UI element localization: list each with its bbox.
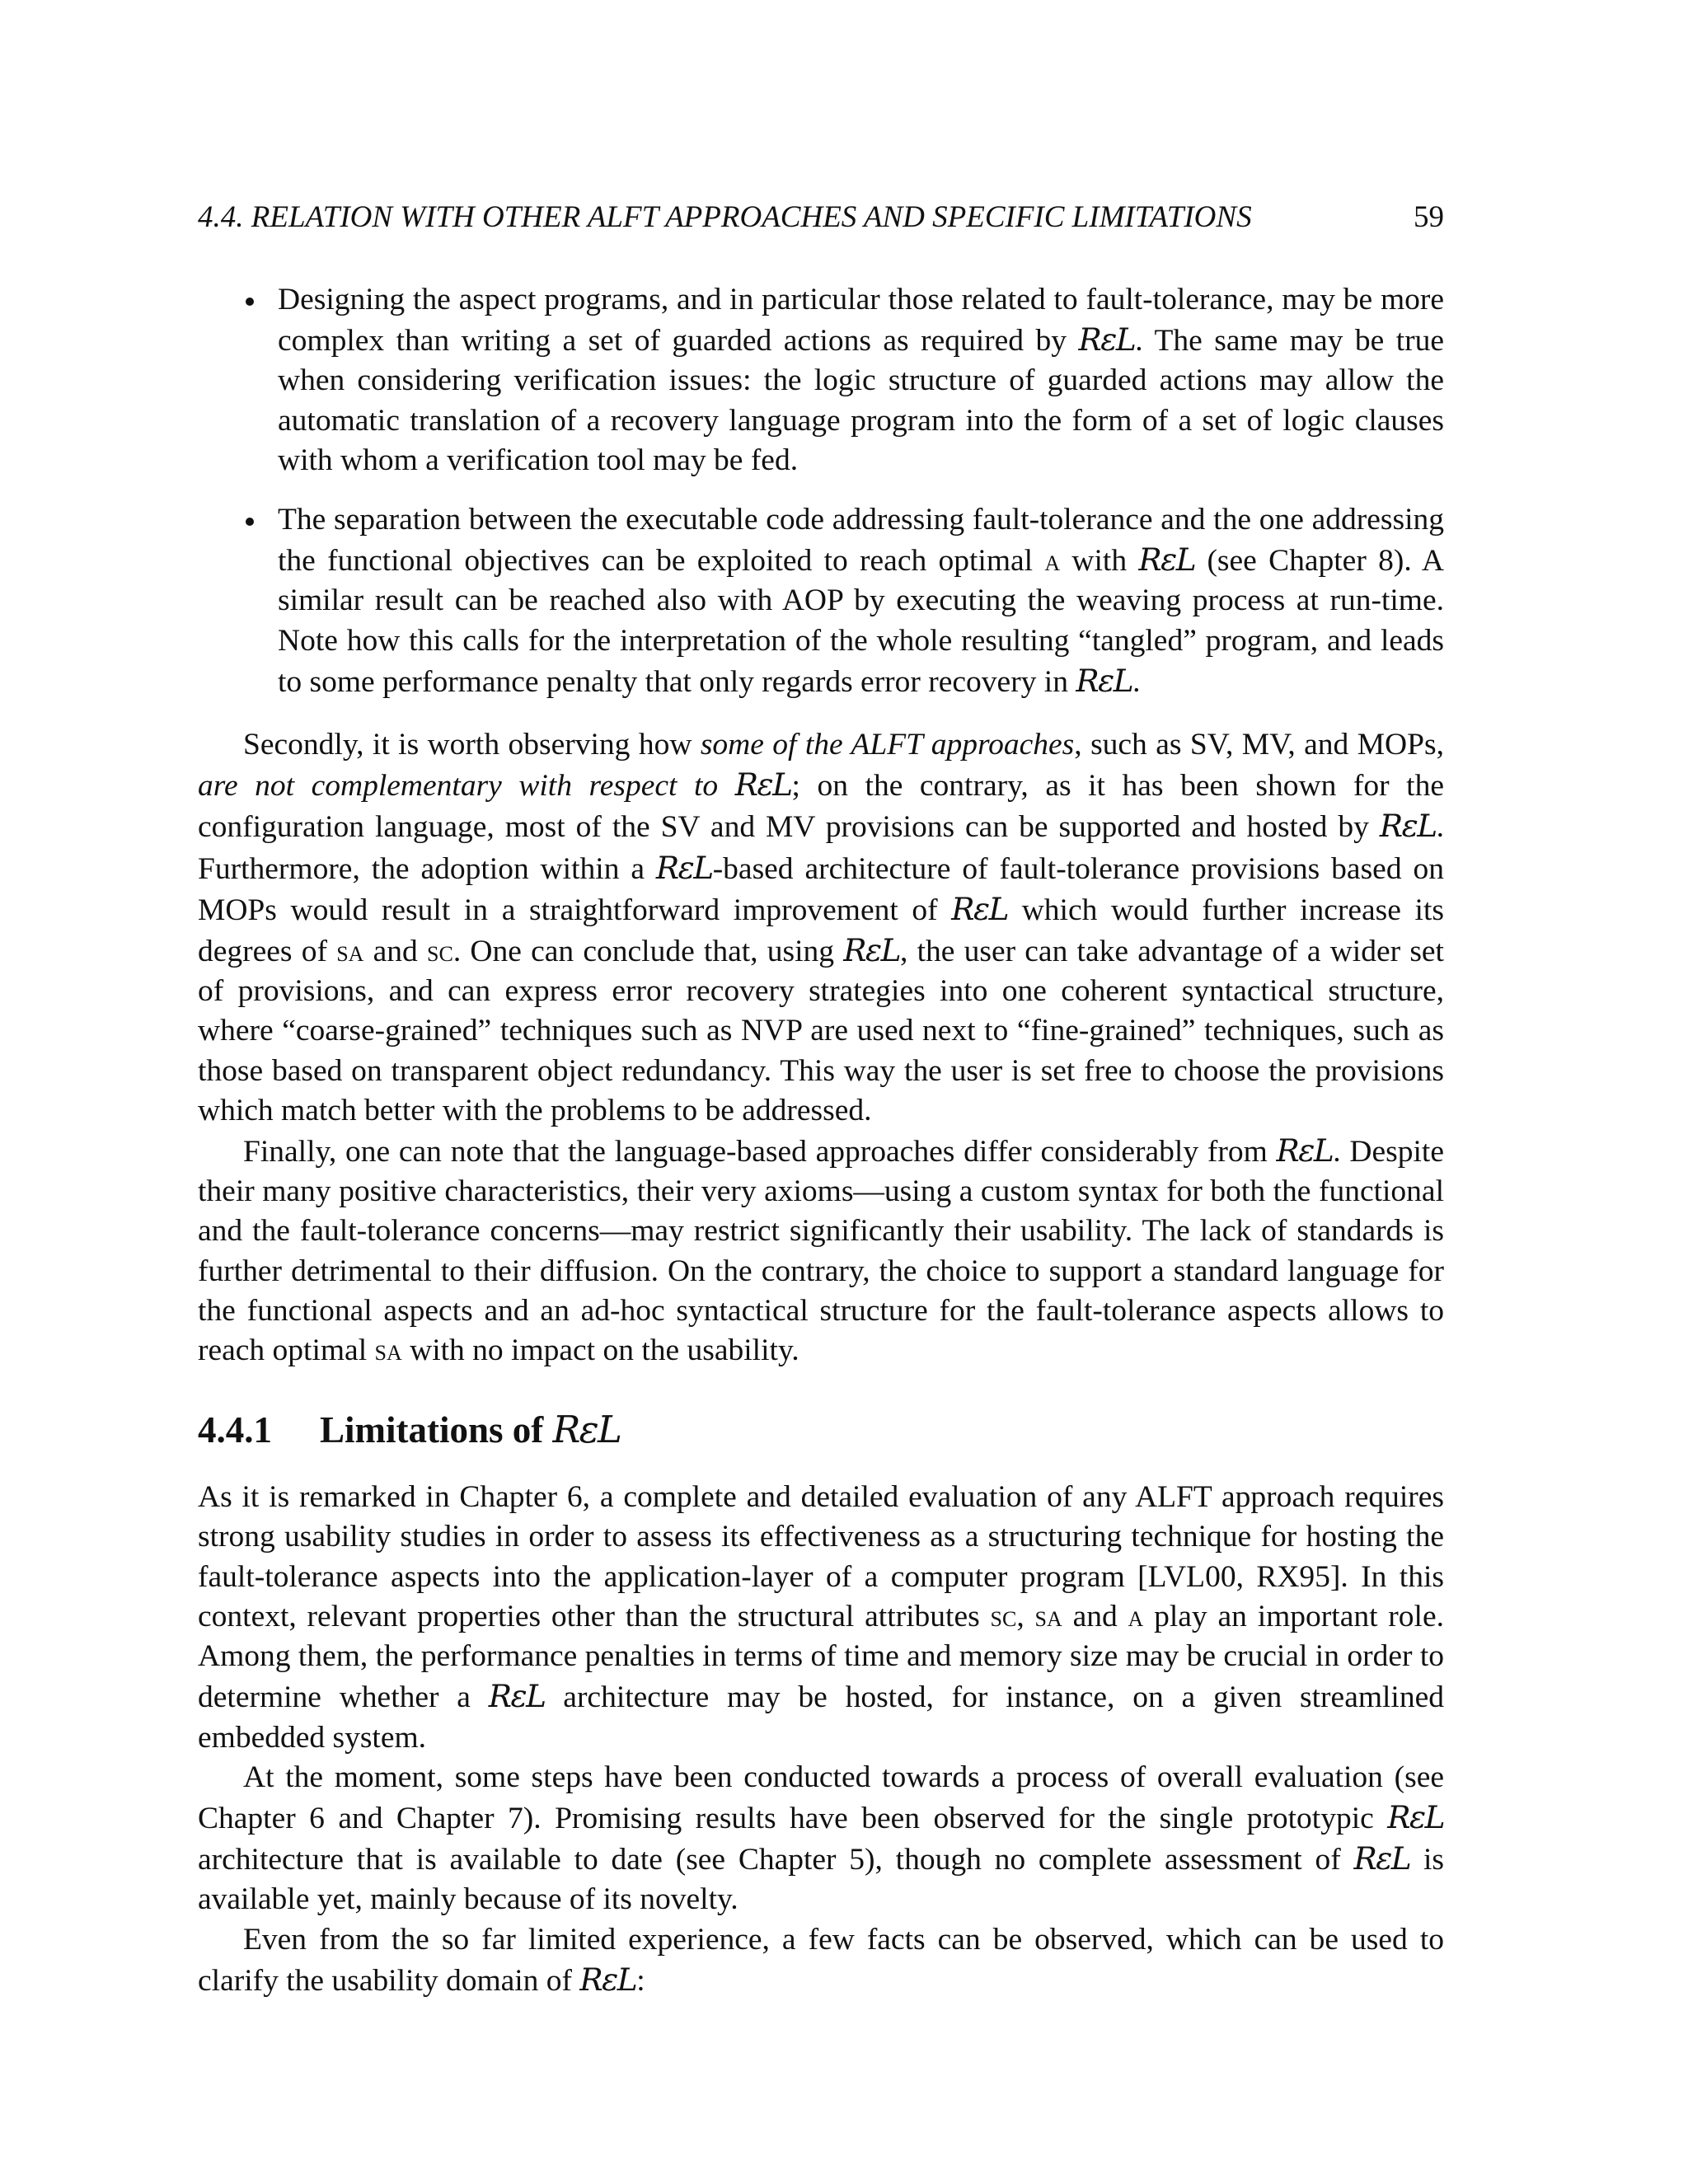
attribute-label: sc <box>427 935 453 969</box>
bullet-list <box>198 280 1444 702</box>
paragraph: At the moment, some steps have been conducted towards a process of overall evaluation (see Chapter 6 and Chapter 7). Promising results have been observed for the single prototypic RεL architecture that is available to date (see Chapter 5), though no complete assessment of RεL is available yet, mainly because of its novelty. <box>198 1760 1444 1917</box>
attribute-label: a <box>1044 544 1061 579</box>
section-title: Limitations of <box>320 1409 553 1451</box>
emphasis: some of the ALFT approaches <box>700 728 1075 762</box>
rel-symbol: RεL <box>1353 1840 1411 1877</box>
bullet-icon <box>246 298 254 306</box>
rel-symbol: RεL <box>1276 1132 1334 1169</box>
rel-symbol: RεL <box>1138 541 1196 579</box>
attribute-label: sc <box>990 1599 1017 1633</box>
rel-symbol: RεL <box>1387 1798 1444 1835</box>
rel-symbol: RεL <box>579 1961 637 1998</box>
running-header <box>198 198 1444 237</box>
section-heading <box>198 1405 1444 1455</box>
rel-symbol: RεL <box>1078 321 1136 359</box>
paragraph: Secondly, it is worth observing how some of the ALFT approaches, such as SV, MV, and MOPs, are not complementary with respect to RεL; on the contrary, as it has been shown for the configuration language, most of the SV and MV provisions can be supported and hosted by RεL. Furthermore, the adoption within a RεL-based architecture of fault-tolerance provisions based on MOPs would result in a straightforward improvement of RεL which would further increase its degrees of sa and sc. One can conclude that, using RεL, the user can take advantage of a wider set of provisions, and can express error recovery strategies into one coherent syntactical structure, where “coarse-grained” techniques such as NVP are used next to “fine-grained” techniques, such as those based on transparent object redundancy. This way the user is set free to choose the provisions which match better with the problems to be addressed. <box>198 728 1444 1127</box>
rel-symbol: RεL <box>1379 808 1437 845</box>
rel-symbol: RεL <box>1076 662 1133 699</box>
list-item: Designing the aspect programs, and in particular those related to fault-tolerance, may be more complex than writing a set of guarded actions as required by RεL. The same may be true when considering verification issues: the logic structure of guarded actions may allow the automatic translation of a recovery language program into the form of a set of logic clauses with whom a verification tool may be fed. <box>198 280 1444 480</box>
emphasis: are not complementary with respect to RεL <box>198 766 792 804</box>
attribute-label: a <box>1128 1599 1144 1633</box>
running-header-title: 4.4. RELATION WITH OTHER ALFT APPROACHES AND SPECIFIC LIMITATIONS <box>198 200 1252 234</box>
paragraph: Even from the so far limited experience, a few facts can be observed, which can be used to clarify the usability domain of RεL: <box>198 1922 1444 1998</box>
section-number: 4.4.1 <box>198 1409 272 1451</box>
rel-symbol: RεL <box>655 849 713 886</box>
list-item: The separation between the executable code addressing fault-tolerance and the one addressing the functional objectives can be exploited to reach optimal a with RεL (see Chapter 8). A similar result can be reached also with AOP by executing the weaving process at run-time. Note how this calls for the interpretation of the whole resulting “tangled” program, and leads to some performance penalty that only regards error recovery in RεL. <box>198 500 1444 702</box>
attribute-label: sa <box>374 1333 402 1368</box>
rel-symbol: RεL <box>734 766 792 804</box>
body-text <box>198 280 1444 2001</box>
rel-symbol: RεL <box>843 932 900 969</box>
rel-symbol: RεL <box>552 1408 621 1452</box>
paragraph: As it is remarked in Chapter 6, a complete and detailed evaluation of any ALFT approach requires strong usability studies in order to assess its effectiveness as a structuring technique for hosting the fault-tolerance aspects into the application-layer of a computer program [LVL00, RX95]. In this context, relevant properties other than the structural attributes sc, sa and a play an important role. Among them, the performance penalties in terms of time and memory size may be crucial in order to determine whether a RεL architecture may be hosted, for instance, on a given streamlined embedded system. <box>198 1480 1444 1755</box>
attribute-label: sa <box>1034 1599 1062 1633</box>
rel-symbol: RεL <box>951 890 1009 927</box>
bullet-icon <box>246 518 254 526</box>
paragraph: Finally, one can note that the language-based approaches differ considerably from RεL. Despite their many positive characteristics, their very axioms—using a custom syntax for both the functional and the fault-tolerance concerns—may restrict significantly their usability. The lack of standards is further detrimental to their diffusion. On the contrary, the choice to support a standard language for the functional aspects and an ad-hoc syntactical structure for the fault-tolerance aspects allows to reach optimal sa with no impact on the usability. <box>198 1132 1444 1368</box>
attribute-label: sa <box>336 935 364 969</box>
rel-symbol: RεL <box>488 1678 546 1715</box>
page-number: 59 <box>1414 200 1444 234</box>
